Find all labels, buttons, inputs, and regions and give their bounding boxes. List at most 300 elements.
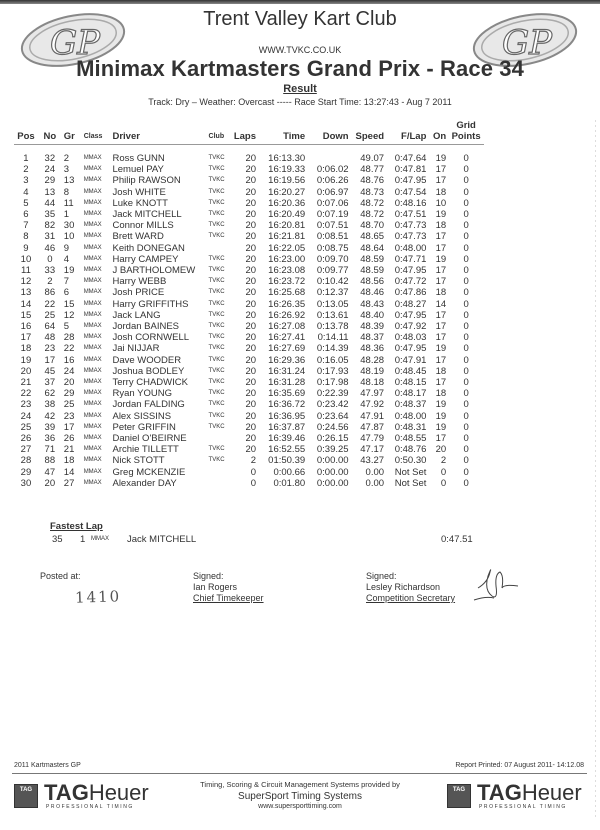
cell-gr: 16 (63, 354, 75, 366)
cell-class: MMAX (83, 401, 102, 408)
cell-grid-points: 0 (463, 220, 469, 232)
cell-gr: 12 (63, 309, 75, 321)
posted-at-label: Posted at: (40, 571, 81, 581)
cell-club: TVKC (208, 412, 225, 419)
cell-laps: 20 (245, 253, 257, 265)
cell-speed: 43.27 (360, 455, 385, 467)
cell-grid-points: 0 (463, 444, 469, 456)
cell-speed: 49.07 (360, 153, 385, 164)
cell-driver: Ryan YOUNG (112, 388, 172, 400)
cell-pos: 7 (23, 220, 29, 232)
cell-speed: 48.72 (360, 197, 385, 209)
cell-down: 0:07.51 (316, 220, 349, 232)
cell-speed: 0.00 (365, 466, 385, 478)
table-spacer (14, 145, 484, 154)
cell-down: 0:07.06 (316, 197, 349, 209)
svg-text:GP: GP (502, 23, 553, 63)
results-table (14, 120, 484, 489)
cell-down: 0:13.78 (316, 321, 349, 333)
cell-club: TVKC (208, 211, 225, 218)
table-row (14, 355, 484, 366)
cell-pos: 14 (20, 298, 32, 310)
cell-time: 16:27.41 (268, 332, 306, 344)
col-driver: Driver (110, 120, 206, 145)
cell-laps: 20 (245, 377, 257, 389)
cell-club: TVKC (208, 233, 225, 240)
cell-driver: Luke KNOTT (112, 197, 168, 209)
cell-no: 71 (44, 444, 56, 456)
table-row (14, 343, 484, 354)
cell-grid-points: 0 (463, 365, 469, 377)
cell-laps: 20 (245, 197, 257, 209)
cell-laps: 20 (245, 332, 257, 344)
table-row (14, 254, 484, 265)
cell-class: MMAX (83, 233, 102, 240)
cell-down: 0:08.51 (316, 231, 349, 243)
cell-pos: 3 (23, 175, 29, 187)
cell-gr: 22 (63, 343, 75, 355)
cell-driver: Josh WHITE (112, 186, 166, 198)
cell-gr: 10 (63, 231, 75, 243)
cell-class: MMAX (83, 267, 102, 274)
footer-event-name: 2011 Kartmasters GP (14, 762, 81, 769)
cell-pos: 25 (20, 421, 32, 433)
cell-flap: 0:47.91 (394, 354, 427, 366)
table-row (14, 265, 484, 276)
cell-time: 16:21.81 (268, 231, 306, 243)
cell-grid-points: 0 (463, 421, 469, 433)
cell-driver: Connor MILLS (112, 220, 174, 232)
cell-on: 17 (435, 433, 447, 445)
cell-speed: 48.19 (360, 365, 385, 377)
cell-club (207, 433, 231, 444)
cell-class: MMAX (83, 390, 102, 397)
cell-no: 42 (44, 410, 56, 422)
cell-flap: 0:48.45 (394, 365, 427, 377)
cell-no: 33 (44, 265, 56, 277)
table-row (14, 310, 484, 321)
cell-time: 16:31.24 (268, 365, 306, 377)
cell-laps: 20 (245, 433, 257, 445)
cell-speed: 47.92 (360, 399, 385, 411)
cell-laps: 20 (245, 309, 257, 321)
cell-down: 0:00.00 (316, 477, 349, 489)
cell-club (207, 467, 231, 478)
table-row (14, 366, 484, 377)
cell-speed: 48.77 (360, 164, 385, 176)
signature-block-timekeeper (193, 571, 264, 604)
cell-class: MMAX (83, 300, 102, 307)
cell-pos: 11 (21, 265, 31, 277)
cell-club: TVKC (208, 289, 225, 296)
cell-flap: 0:48.31 (394, 421, 427, 433)
signer-name: Lesley Richardson (366, 582, 441, 592)
cell-driver: Joshua BODLEY (112, 365, 185, 377)
table-row (14, 388, 484, 399)
cell-club: TVKC (208, 423, 225, 430)
cell-laps: 20 (245, 265, 257, 277)
cell-gr: 26 (63, 433, 75, 445)
cell-no: 47 (44, 466, 56, 478)
cell-grid-points: 0 (463, 209, 469, 221)
cell-flap: 0:47.81 (394, 164, 427, 176)
table-row (14, 209, 484, 220)
cell-club: TVKC (208, 356, 225, 363)
cell-no: 88 (44, 455, 56, 467)
cell-speed: 48.59 (360, 253, 385, 265)
cell-time: 16:26.35 (268, 298, 306, 310)
cell-time: 16:26.92 (268, 309, 306, 321)
signed-label: Signed: (193, 571, 224, 581)
cell-gr: 30 (63, 220, 75, 232)
cell-on: 17 (435, 242, 447, 254)
cell-on: 19 (435, 209, 447, 221)
cell-no: 86 (44, 287, 56, 299)
col-club: Club (207, 120, 231, 145)
cell-time: 0:01.80 (273, 477, 306, 489)
table-row (14, 433, 484, 444)
tagheuer-shield-icon: TAG (447, 784, 471, 808)
cell-down: 0:09.70 (316, 253, 349, 265)
cell-pos: 29 (20, 466, 32, 478)
table-row (14, 164, 484, 175)
cell-gr: 23 (63, 410, 75, 422)
cell-pos: 22 (20, 388, 32, 400)
cell-class: MMAX (83, 367, 102, 374)
cell-class: MMAX (83, 278, 102, 285)
col-grid-label: Grid (456, 120, 476, 131)
cell-class: MMAX (83, 289, 102, 296)
cell-no: 2 (47, 276, 53, 288)
cell-club: TVKC (208, 188, 225, 195)
cell-club: TVKC (208, 379, 225, 386)
cell-gr: 8 (63, 186, 70, 198)
cell-speed: 48.18 (360, 377, 385, 389)
col-points-label: Points (451, 131, 481, 142)
cell-club: TVKC (208, 155, 225, 161)
cell-no: 17 (44, 354, 56, 366)
cell-on: 17 (435, 265, 447, 277)
cell-flap: 0:48.03 (394, 332, 427, 344)
cell-driver: Josh PRICE (112, 287, 165, 299)
cell-laps: 20 (245, 421, 257, 433)
cell-time: 16:20.81 (268, 220, 306, 232)
cell-grid-points: 0 (463, 276, 469, 288)
cell-no: 38 (44, 399, 56, 411)
table-row (14, 478, 484, 489)
cell-on: 17 (435, 175, 447, 187)
cell-speed: 48.37 (360, 332, 385, 344)
results-body (14, 145, 484, 490)
cell-time: 01:50.39 (268, 455, 306, 467)
cell-flap: 0:48.15 (394, 377, 427, 389)
cell-flap: 0:47.95 (394, 175, 427, 187)
col-on: On (428, 120, 448, 145)
cell-driver: Peter GRIFFIN (112, 421, 176, 433)
cell-gr: 6 (63, 287, 70, 299)
cell-gr: 29 (63, 388, 75, 400)
svg-text:GP: GP (50, 23, 101, 63)
club-name: Trent Valley Kart Club (203, 8, 397, 30)
cell-on: 17 (435, 354, 447, 366)
cell-club: TVKC (208, 345, 225, 352)
cell-gr: 19 (63, 265, 75, 277)
signature-block-secretary (366, 571, 455, 604)
cell-time: 16:20.27 (268, 186, 306, 198)
col-class: Class (82, 120, 111, 145)
cell-grid-points: 0 (463, 175, 469, 187)
cell-no: 39 (44, 421, 56, 433)
cell-time: 16:22.05 (268, 242, 306, 254)
cell-down: 0:10.42 (316, 276, 349, 288)
cell-on: 17 (435, 377, 447, 389)
cell-gr: 17 (63, 421, 75, 433)
cell-driver: Nick STOTT (112, 455, 165, 467)
cell-grid-points: 0 (463, 377, 469, 389)
table-row (14, 321, 484, 332)
table-row (14, 377, 484, 388)
cell-driver: J BARTHOLOMEW (112, 265, 196, 277)
cell-gr: 28 (63, 332, 75, 344)
cell-club: TVKC (208, 278, 225, 285)
cell-flap: 0:48.00 (394, 242, 427, 254)
cell-grid-points: 0 (463, 298, 469, 310)
cell-club: TVKC (208, 267, 225, 274)
cell-down: 0:23.42 (316, 399, 349, 411)
cell-no: 36 (44, 433, 56, 445)
cell-class: MMAX (83, 222, 102, 229)
cell-laps: 20 (245, 276, 257, 288)
cell-grid-points: 0 (463, 455, 469, 467)
cell-laps: 20 (245, 365, 257, 377)
cell-speed: 48.73 (360, 186, 385, 198)
cell-laps: 20 (245, 388, 257, 400)
cell-class: MMAX (83, 211, 102, 218)
cell-class: MMAX (83, 412, 102, 419)
cell-class: MMAX (83, 457, 102, 464)
cell-driver: Daniel O'BEIRNE (112, 433, 187, 445)
signer-role: Chief Timekeeper (193, 593, 264, 603)
cell-grid-points: 0 (463, 309, 469, 321)
cell-flap: 0:48.00 (394, 410, 427, 422)
cell-speed: 48.28 (360, 354, 385, 366)
cell-laps: 20 (245, 298, 257, 310)
cell-on: 17 (435, 321, 447, 333)
cell-flap: 0:47.73 (394, 231, 427, 243)
cell-speed: 48.46 (360, 287, 385, 299)
cell-on: 17 (435, 276, 447, 288)
cell-time: 16:23.72 (268, 276, 306, 288)
cell-down: 0:00.00 (316, 455, 349, 467)
cell-speed: 48.56 (360, 276, 385, 288)
cell-laps: 20 (245, 153, 257, 164)
cell-laps: 20 (245, 343, 257, 355)
col-pos: Pos (14, 120, 38, 145)
cell-on: 19 (435, 253, 447, 265)
cell-flap: 0:48.16 (394, 197, 427, 209)
cell-club: TVKC (208, 367, 225, 374)
cell-laps: 20 (245, 399, 257, 411)
cell-speed: 48.40 (360, 309, 385, 321)
cell-gr: 11 (63, 197, 74, 209)
cell-on: 17 (435, 164, 447, 176)
table-row (14, 332, 484, 343)
club-website: WWW.TVKC.CO.UK (258, 45, 342, 55)
cell-time: 16:31.28 (268, 377, 306, 389)
cell-pos: 1 (23, 153, 29, 164)
cell-time: 16:23.08 (268, 265, 306, 277)
cell-on: 0 (440, 466, 447, 478)
cell-flap: 0:47.95 (394, 265, 427, 277)
cell-pos: 20 (20, 365, 32, 377)
cell-no: 13 (44, 186, 56, 198)
cell-driver: Brett WARD (112, 231, 164, 243)
cell-pos: 15 (20, 309, 32, 321)
cell-no: 62 (44, 388, 56, 400)
cell-driver: Jordan FALDING (112, 399, 185, 411)
cell-driver: Terry CHADWICK (112, 377, 188, 389)
fastest-lap-no: 35 (52, 534, 63, 545)
cell-class: MMAX (83, 188, 102, 195)
cell-flap: 0:48.27 (394, 298, 427, 310)
cell-on: 10 (435, 197, 447, 209)
cell-flap: 0:47.95 (394, 309, 427, 321)
signer-role: Competition Secretary (366, 593, 456, 603)
tagheuer-subtitle: PROFESSIONAL TIMING (46, 804, 134, 810)
tagheuer-brand (44, 780, 149, 806)
race-title: Minimax Kartmasters Grand Prix - Race 34 (76, 56, 524, 81)
table-row (14, 220, 484, 231)
cell-driver: Alex SISSINS (112, 410, 172, 422)
cell-no: 31 (44, 231, 56, 243)
cell-grid-points: 0 (463, 433, 469, 445)
cell-pos: 21 (20, 377, 32, 389)
col-no: No (38, 120, 62, 145)
cell-gr: 14 (63, 466, 75, 478)
cell-time: 16:37.87 (268, 421, 306, 433)
table-row (14, 467, 484, 478)
cell-flap: 0:47.92 (394, 321, 427, 333)
cell-flap: 0:47.64 (394, 153, 427, 164)
cell-laps: 20 (245, 164, 257, 176)
cell-club (207, 478, 231, 489)
cell-grid-points: 0 (463, 186, 469, 198)
cell-pos: 24 (20, 410, 32, 422)
cell-gr: 9 (63, 242, 70, 254)
cell-grid-points: 0 (463, 388, 469, 400)
table-row (14, 299, 484, 310)
cell-down: 0:06.97 (316, 186, 349, 198)
posted-at-handwritten: 1410 (74, 587, 122, 607)
cell-class: MMAX (83, 334, 102, 341)
cell-no: 22 (44, 298, 56, 310)
cell-time: 16:52.55 (268, 444, 306, 456)
cell-time: 16:20.36 (268, 197, 306, 209)
fastest-lap-gr: 1 (80, 534, 86, 545)
fastest-lap-time: 0:47.51 (441, 534, 473, 545)
cell-laps: 20 (245, 444, 257, 456)
cell-pos: 8 (23, 231, 29, 243)
cell-laps: 20 (245, 220, 257, 232)
scan-edge-artifact (595, 120, 596, 820)
cell-gr: 3 (63, 164, 70, 176)
cell-pos: 27 (20, 444, 32, 456)
cell-gr: 25 (63, 399, 75, 411)
cell-flap: 0:47.71 (394, 253, 427, 265)
cell-down: 0:17.93 (316, 365, 349, 377)
cell-driver: Josh CORNWELL (112, 332, 190, 344)
cell-grid-points: 0 (463, 287, 469, 299)
cell-pos: 13 (20, 287, 32, 299)
cell-speed: 47.91 (360, 410, 385, 422)
cell-class: MMAX (83, 379, 102, 386)
cell-club: TVKC (208, 390, 225, 397)
col-gr: Gr (62, 120, 82, 145)
tagheuer-shield-icon: TAG (14, 784, 38, 808)
cell-speed: 47.87 (360, 421, 385, 433)
cell-grid-points: 0 (463, 231, 469, 243)
cell-no: 48 (44, 332, 56, 344)
cell-grid-points: 0 (463, 164, 469, 176)
cell-pos: 16 (20, 321, 32, 333)
table-row (14, 411, 484, 422)
cell-flap: 0:47.86 (394, 287, 427, 299)
cell-speed: 48.76 (360, 175, 385, 187)
cell-driver: Archie TILLETT (112, 444, 179, 456)
cell-class: MMAX (83, 177, 102, 184)
cell-on: 2 (440, 455, 447, 467)
race-conditions: Track: Dry – Weather: Overcast ----- Race Start Time: 13:27:43 - Aug 7 2011 (148, 97, 452, 107)
cell-pos: 10 (20, 253, 32, 265)
cell-driver: Jack LANG (112, 309, 161, 321)
cell-speed: 47.79 (360, 433, 385, 445)
timing-provider (150, 780, 450, 810)
tagheuer-logo (447, 780, 582, 810)
cell-pos: 2 (23, 164, 29, 176)
footer-report-printed: Report Printed: 07 August 2011- 14:12.08 (455, 762, 584, 769)
cell-laps: 20 (245, 242, 257, 254)
cell-flap: 0:47.54 (394, 186, 427, 198)
cell-gr: 2 (63, 153, 70, 164)
cell-down: 0:13.61 (316, 309, 349, 321)
cell-on: 18 (435, 388, 447, 400)
cell-laps: 20 (245, 410, 257, 422)
cell-speed: 48.70 (360, 220, 385, 232)
cell-grid-points: 0 (463, 477, 469, 489)
cell-down: 0:00.00 (316, 466, 349, 478)
cell-club: TVKC (208, 199, 225, 206)
cell-time: 16:23.00 (268, 253, 306, 265)
cell-pos: 30 (20, 477, 32, 489)
cell-driver: Harry WEBB (112, 276, 167, 288)
table-row (14, 175, 484, 186)
table-row (14, 444, 484, 455)
cell-pos: 9 (23, 242, 29, 254)
cell-driver: Harry CAMPEY (112, 253, 179, 265)
scan-top-edge (0, 0, 600, 4)
cell-driver: Lemuel PAY (112, 164, 164, 176)
cell-grid-points: 0 (463, 242, 469, 254)
cell-flap: 0:48.55 (394, 433, 427, 445)
cell-laps: 20 (245, 287, 257, 299)
col-down: Down (307, 120, 350, 145)
cell-gr: 24 (63, 365, 75, 377)
cell-time: 16:20.49 (268, 209, 306, 221)
cell-on: 20 (435, 444, 447, 456)
cell-class: MMAX (83, 468, 102, 475)
cell-speed: 48.59 (360, 265, 385, 277)
tagheuer-logo (14, 780, 149, 810)
